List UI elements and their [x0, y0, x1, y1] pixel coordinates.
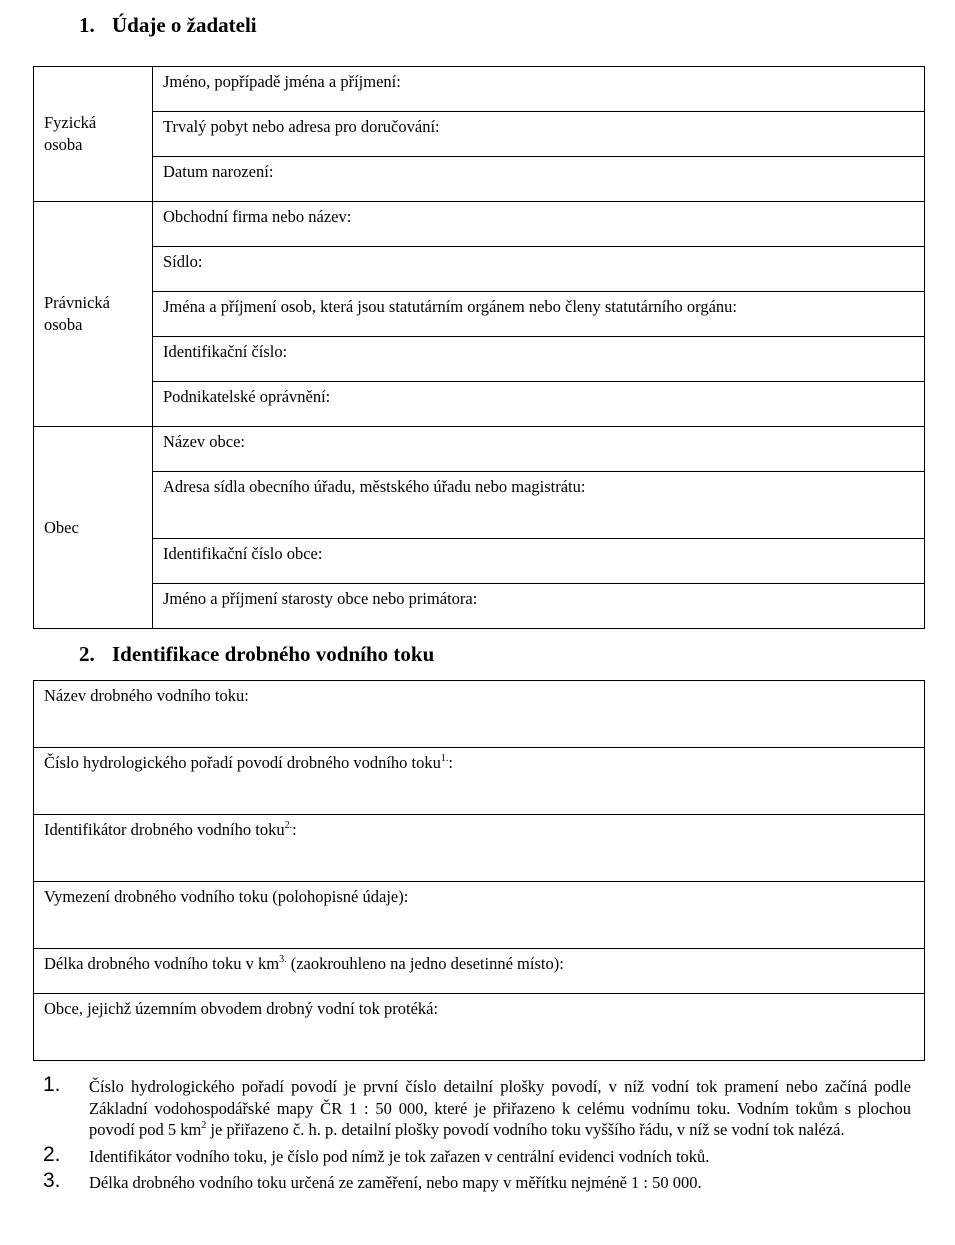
field-watercourse-definition[interactable]: Vymezení drobného vodního toku (polohopisné údaje):: [34, 882, 925, 949]
field-mayor-name[interactable]: Jméno a příjmení starosty obce nebo primátora:: [153, 584, 925, 629]
footnote-1: 1. Číslo hydrologického pořadí povodí je první číslo detailní plošky povodí, v níž vodní tok pramení nebo začíná podle Základní vodohospodářské mapy ČR 1 : 50 000, které je přiřazeno k celému vodnímu toku. Vodním tokům s plochou povodí pod 5 $km^2$ je přiřazeno č. h. p. detailní plošky povodí vodního toku vyššího řádu, v níž se vodní tok nalézá.: [43, 1073, 911, 1139]
field-company-id[interactable]: Identifikační číslo:: [153, 337, 925, 382]
field-company-name[interactable]: Obchodní firma nebo název:: [153, 202, 925, 247]
field-municipality-id[interactable]: Identifikační číslo obce:: [153, 539, 925, 584]
field-municipality-name[interactable]: Název obce:: [153, 427, 925, 472]
field-watercourse-identifier[interactable]: Identifikátor drobného vodního toku$^{2.}$:: [34, 815, 925, 882]
section2-heading: [79, 642, 434, 667]
field-seat[interactable]: Sídlo:: [153, 247, 925, 292]
field-name[interactable]: Jméno, popřípadě jména a příjmení:: [153, 67, 925, 112]
field-hydrological-number[interactable]: Číslo hydrologického pořadí povodí drobného vodního toku$^{1.}$:: [34, 748, 925, 815]
footnote-2: 2. Identifikátor vodního toku, je číslo pod nímž je tok zařazen v centrální evidenci vodních toků.: [43, 1142, 710, 1166]
watercourse-table: [33, 680, 925, 1061]
field-birth-date[interactable]: Datum narození:: [153, 157, 925, 202]
field-office-address[interactable]: Adresa sídla obecního úřadu, městského úřadu nebo magistrátu:: [153, 472, 925, 539]
category-legal-person: Právnická osoba: [34, 202, 153, 427]
section2-number: 2.: [79, 642, 95, 666]
category-natural-person: Fyzická osoba: [34, 67, 153, 202]
field-business-license[interactable]: Podnikatelské oprávnění:: [153, 382, 925, 427]
section1-number: 1.: [79, 13, 95, 37]
section1-title: Údaje o žadateli: [112, 13, 257, 37]
category-municipality: Obec: [34, 427, 153, 629]
section2-title: Identifikace drobného vodního toku: [112, 642, 435, 666]
section1-heading: [79, 13, 257, 38]
footnote-3: 3. Délka drobného vodního toku určená ze zaměření, nebo mapy v měřítku nejméně 1 : 50 000.: [43, 1169, 702, 1192]
field-residence[interactable]: Trvalý pobyt nebo adresa pro doručování:: [153, 112, 925, 157]
field-statutory-body[interactable]: Jména a příjmení osob, která jsou statutárním orgánem nebo členy statutárního orgánu:: [153, 292, 925, 337]
field-watercourse-name[interactable]: Název drobného vodního toku:: [34, 681, 925, 748]
applicant-table: [33, 66, 925, 629]
footnotes: [41, 1073, 911, 1196]
field-municipalities[interactable]: Obce, jejichž územním obvodem drobný vodní tok protéká:: [34, 994, 925, 1061]
field-watercourse-length[interactable]: Délka drobného vodního toku v $km^{3.}$ (zaokrouhleno na jedno desetinné místo):: [34, 949, 925, 994]
